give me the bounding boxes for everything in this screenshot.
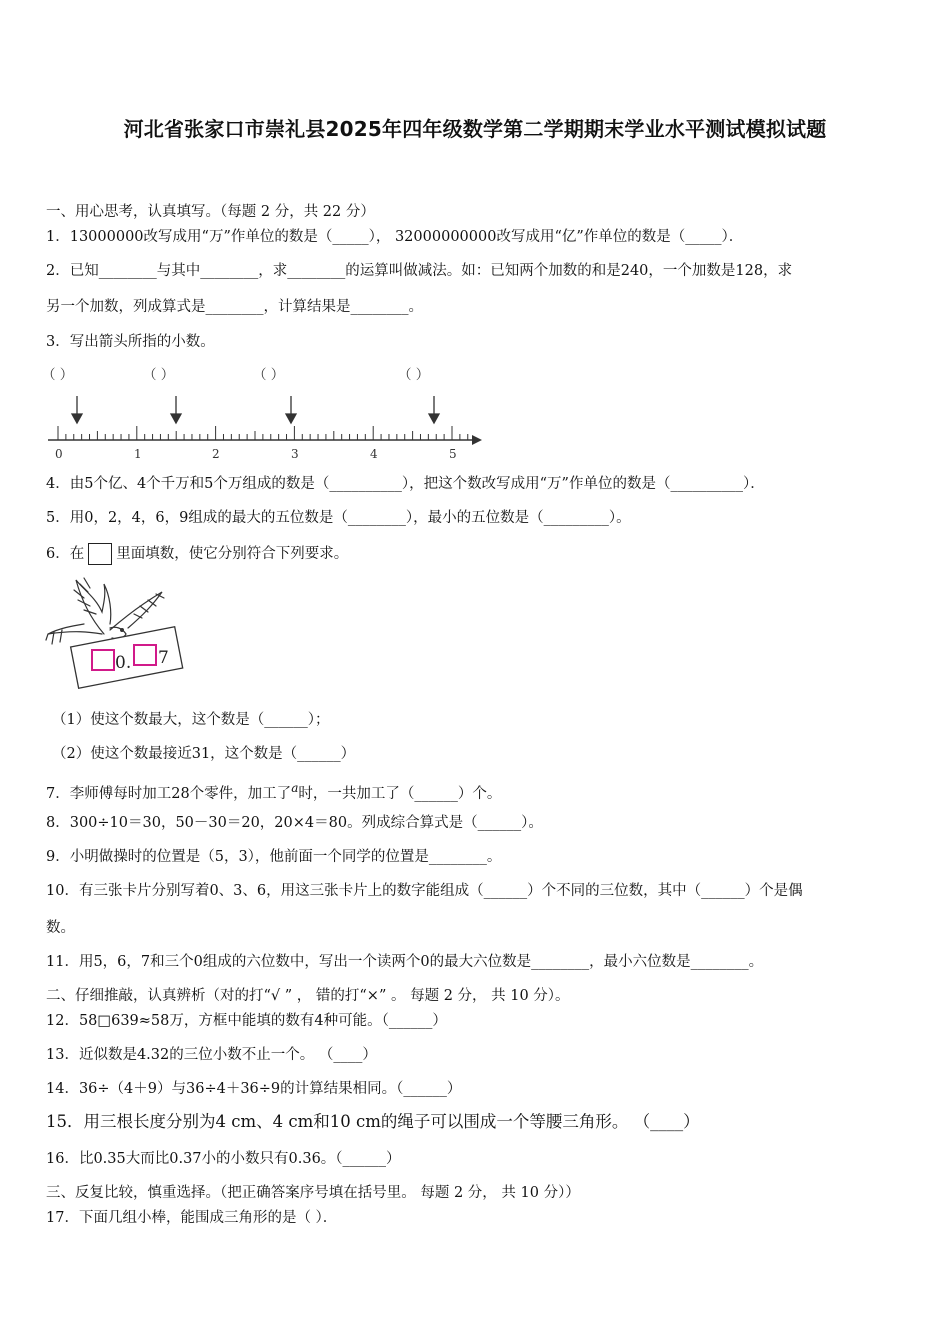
- question-10-line-2: 数。: [46, 920, 75, 936]
- question-7: [46, 779, 501, 803]
- tick-label-1: 1: [134, 447, 142, 461]
- question-12: 12．58□639≈58万，方框中能填的数有4种可能。（______）: [46, 1013, 447, 1029]
- section-2-header: 二、仔细推敲，认真辨析（对的打“√ ” ， 错的打“×” 。 每题 2 分， 共 10 分）。: [46, 988, 570, 1004]
- question-14: 14．36÷（4＋9）与36÷4＋36÷9的计算结果相同。（______）: [46, 1081, 462, 1097]
- arrow-down-icon: [286, 396, 296, 423]
- blank-box: [88, 543, 112, 565]
- bird-card-illustration: [44, 572, 194, 692]
- question-6: [46, 543, 348, 565]
- question-2-line-2: 另一个加数，列成算式是________，计算结果是________。: [46, 299, 423, 315]
- question-5: 5．用0，2，4，6，9组成的最大的五位数是（________），最小的五位数是（_________）。: [46, 510, 631, 526]
- answer-paren-1: （ ）: [42, 367, 74, 383]
- question-6-part-1: （1）使这个数最大，这个数是（______）；: [52, 712, 330, 728]
- arrow-down-icon: [429, 396, 439, 423]
- answer-paren-2: （ ）: [143, 367, 175, 383]
- card-last-digit: 7: [158, 648, 169, 668]
- section-1-header: 一、用心思考，认真填写。（每题 2 分，共 22 分）: [46, 204, 375, 220]
- tick-label-5: 5: [449, 447, 457, 461]
- tick-label-2: 2: [212, 447, 220, 461]
- tick-label-0: 0: [55, 447, 63, 461]
- answer-paren-4: （ ）: [398, 367, 430, 383]
- question-11: 11．用5，6，7和三个0组成的六位数中，写出一个读两个0的最大六位数是________，最小六位数是________。: [46, 954, 764, 970]
- arrow-down-icon: [72, 396, 82, 423]
- question-6-part-2: （2）使这个数最接近31，这个数是（______）: [52, 746, 356, 762]
- page-title: 河北省张家口市崇礼县2025年四年级数学第二学期期末学业水平测试模拟试题: [123, 117, 827, 141]
- number-line-figure: [40, 390, 490, 465]
- question-13: 13．近似数是4.32的三位小数不止一个。 （____）: [46, 1047, 377, 1063]
- question-6-suffix: 里面填数，使它分别符合下列要求。: [116, 546, 349, 562]
- card-middle-text: 0.: [115, 653, 132, 673]
- question-1: 1．13000000改写成用“万”作单位的数是（_____）， 32000000000改写成用“亿”作单位的数是（_____）．: [46, 229, 744, 245]
- question-15: 15．用三根长度分别为4 cm、4 cm和10 cm的绳子可以围成一个等腰三角形。 （____）: [46, 1112, 700, 1131]
- question-6-prefix: 6．在: [46, 546, 85, 562]
- question-7-suffix: 时，一共加工了（______）个。: [298, 785, 502, 802]
- question-7-prefix: 7．李师傅每时加工28个零件，加工了: [46, 785, 292, 802]
- answer-paren-3: （ ）: [253, 367, 285, 383]
- question-4: 4．由5个亿、4个千万和5个万组成的数是（__________），把这个数改写成用“万”作单位的数是（__________）．: [46, 476, 765, 492]
- question-9: 9．小明做操时的位置是（5，3），他前面一个同学的位置是________。: [46, 849, 502, 865]
- question-8: 8．300÷10＝30，50－30＝20，20×4＝80。列成综合算式是（______）。: [46, 815, 543, 831]
- question-3: 3．写出箭头所指的小数。: [46, 334, 215, 350]
- question-10-line-1: 10．有三张卡片分别写着0、3、6，用这三张卡片上的数字能组成（______）个不同的三位数，其中（______）个是偶: [46, 883, 803, 899]
- question-16: 16．比0.35大而比0.37小的小数只有0.36。（______）: [46, 1151, 401, 1167]
- tick-label-4: 4: [370, 447, 378, 461]
- axis-arrow-icon: [472, 435, 482, 445]
- question-17: 17．下面几组小棒，能围成三角形的是（ ）．: [46, 1210, 338, 1226]
- arrow-down-icon: [171, 396, 181, 423]
- question-2-line-1: 2．已知________与其中________，求________的运算叫做减法。如：已知两个加数的和是240，一个加数是128，求: [46, 263, 793, 279]
- section-3-header: 三、反复比较，慎重选择。（把正确答案序号填在括号里。 每题 2 分， 共 10 分））: [46, 1185, 580, 1201]
- variable-a: a: [291, 781, 299, 795]
- tick-label-3: 3: [291, 447, 299, 461]
